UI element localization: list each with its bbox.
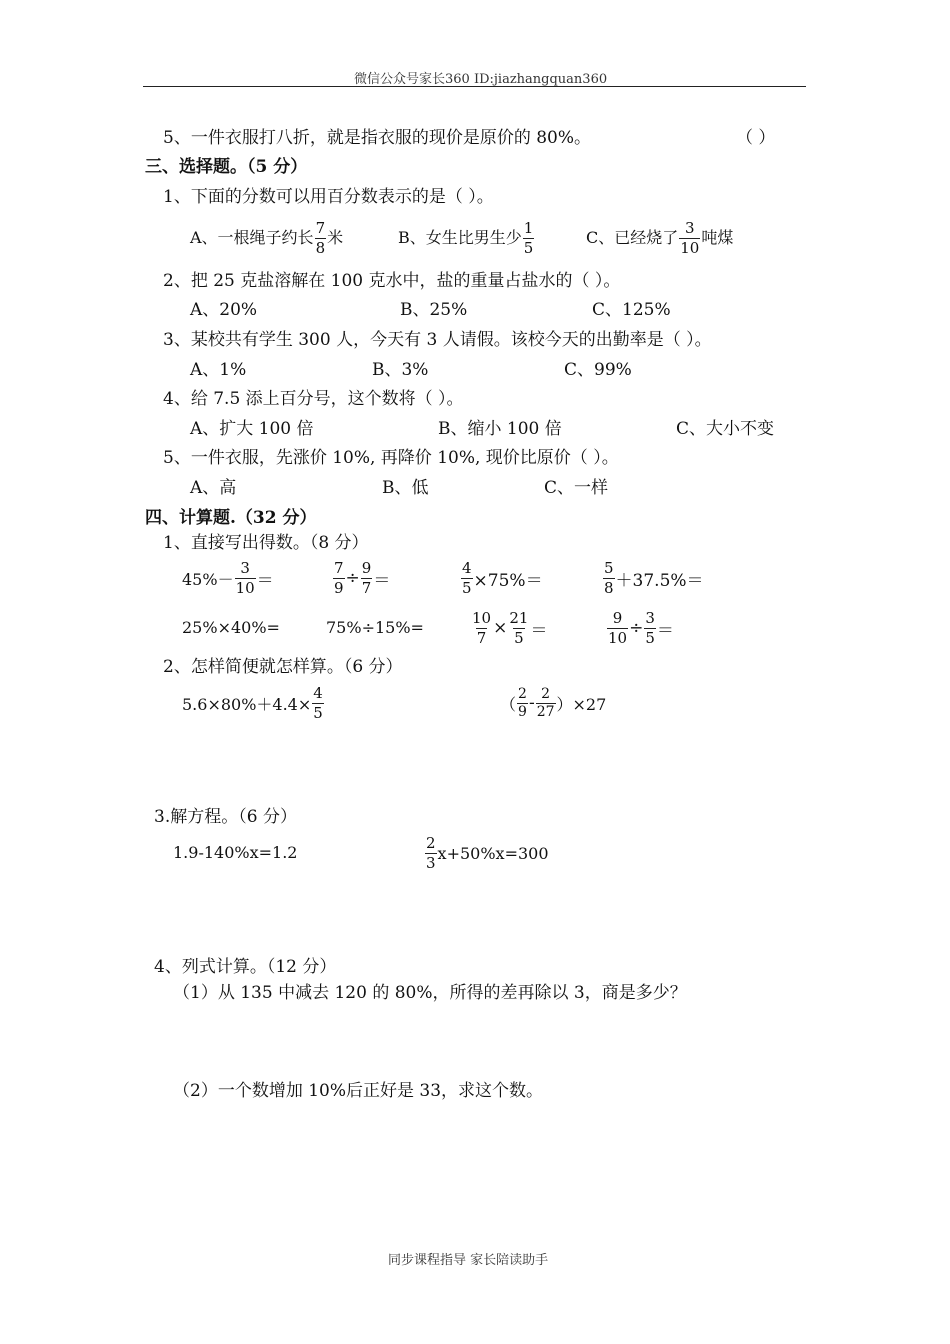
operator: ÷ xyxy=(629,618,644,638)
fraction-denominator: 7 xyxy=(361,578,372,597)
fraction-numerator: 5 xyxy=(604,558,614,577)
s3-q5-text: 5、一件衣服，先涨价 10%, 再降价 10%, 现价比原价（ ）。 xyxy=(163,448,619,468)
s3-q5-option-a: A、高 xyxy=(190,478,237,498)
expr-text: ）×27 xyxy=(556,694,607,714)
s4-p1-expr-5: 25%×40%= xyxy=(182,618,280,637)
s4-p4-question-1: （1）从 135 中减去 120 的 80%，所得的差再除以 3，商是多少？ xyxy=(173,983,687,1003)
s3-q1-option-b-fraction xyxy=(523,220,535,257)
fraction-denominator: 5 xyxy=(514,628,524,647)
fraction xyxy=(471,610,492,647)
s4-p1-expr-6: 75%÷15%= xyxy=(326,618,424,637)
s4-p3-title: 3.解方程。（6 分） xyxy=(154,807,297,827)
s3-q2-option-a: A、20% xyxy=(190,300,258,320)
fraction xyxy=(235,560,256,597)
s4-p2-title: 2、怎样简便就怎样算。（6 分） xyxy=(163,657,403,677)
expr-text: 5.6×80%＋4.4× xyxy=(182,694,312,714)
s3-q1-option-c xyxy=(586,216,733,260)
s4-p1-expr-4 xyxy=(602,556,704,600)
fraction-numerator: 3 xyxy=(645,608,655,627)
s3-q2-option-b: B、25% xyxy=(400,300,468,320)
s4-p4-question-2: （2）一个数增加 10%后正好是 33，求这个数。 xyxy=(173,1081,544,1101)
fraction-denominator: 10 xyxy=(235,578,255,597)
fraction xyxy=(461,560,473,597)
section-3-title: 三、选择题。（5 分） xyxy=(145,157,308,177)
expr-text: ×75%＝ xyxy=(473,570,543,591)
fraction-denominator: 5 xyxy=(645,628,655,647)
expr-text: ＝ xyxy=(656,620,674,641)
fraction-numerator: 3 xyxy=(240,558,250,577)
fraction xyxy=(312,685,324,722)
expr-text: x+50%x=300 xyxy=(437,843,549,863)
fraction-denominator: 9 xyxy=(334,578,344,597)
fraction-numerator: 9 xyxy=(612,608,623,627)
s3-q1-option-a-pre: A、一根绳子约长 xyxy=(190,228,314,247)
footer-text: 同步课程指导 家长陪读助手 xyxy=(388,1253,549,1268)
fraction xyxy=(517,687,528,720)
s3-q2-option-c: C、125% xyxy=(592,300,671,320)
fraction xyxy=(333,560,345,597)
fraction-denominator: 7 xyxy=(476,628,487,647)
judge-item-5: 5、一件衣服打八折，就是指衣服的现价是原价的 80%。 xyxy=(163,128,592,148)
fraction-denominator: 8 xyxy=(315,238,326,257)
fraction-numerator: 2 xyxy=(426,833,436,852)
s3-q5-option-b: B、低 xyxy=(382,478,429,498)
fraction-denominator: 10 xyxy=(608,628,628,647)
s3-q1-option-c-fraction xyxy=(679,220,700,257)
s4-p1-title: 1、直接写出得数。（8 分） xyxy=(163,533,369,553)
fraction-numerator: 1 xyxy=(523,218,534,237)
judge-item-5-bracket: （ ） xyxy=(736,128,776,148)
operator: - xyxy=(528,693,535,713)
s3-q4-text: 4、给 7.5 添上百分号，这个数将（ ）。 xyxy=(163,389,464,409)
fraction-numerator: 9 xyxy=(361,558,372,577)
fraction xyxy=(607,610,628,647)
s3-q1-text: 1、下面的分数可以用百分数表示的是（ ）。 xyxy=(163,187,494,207)
fraction-numerator: 2 xyxy=(541,685,551,702)
fraction xyxy=(361,560,373,597)
expr-text: ＝ xyxy=(256,570,274,591)
s3-q1-option-c-post: 吨煤 xyxy=(701,228,734,247)
section-4-title: 四、计算题.（32 分） xyxy=(145,508,317,528)
s4-p1-expr-8 xyxy=(606,606,674,650)
fraction-numerator: 7 xyxy=(315,218,326,237)
s4-p3-expr-1: 1.9-140%x=1.2 xyxy=(173,843,298,862)
expr-text: ＝ xyxy=(373,570,391,591)
fraction-denominator: 3 xyxy=(426,853,436,872)
operator: ÷ xyxy=(345,568,360,588)
s3-q1-option-a-fraction xyxy=(315,220,327,257)
s4-p1-expr-2 xyxy=(332,556,390,600)
fraction-denominator: 5 xyxy=(313,703,323,722)
s3-q2-text: 2、把 25 克盐溶解在 100 克水中，盐的重量占盐水的（ ）。 xyxy=(163,271,621,291)
fraction-denominator: 10 xyxy=(680,238,700,257)
fraction-numerator: 10 xyxy=(472,608,492,627)
fraction-denominator: 9 xyxy=(518,703,527,720)
s3-q4-option-a: A、扩大 100 倍 xyxy=(190,419,314,439)
expr-text: 45%－ xyxy=(182,569,234,589)
fraction xyxy=(425,835,437,872)
s3-q4-option-c: C、大小不变 xyxy=(676,419,775,439)
s3-q1-option-a xyxy=(190,216,343,260)
header-watermark: 微信公众号家长360 ID:jiazhangquan360 xyxy=(354,72,608,87)
s3-q4-option-b: B、缩小 100 倍 xyxy=(438,419,562,439)
s3-q1-option-a-post: 米 xyxy=(327,228,344,247)
fraction-numerator: 21 xyxy=(509,608,529,627)
fraction-numerator: 4 xyxy=(462,558,472,577)
s3-q3-option-a: A、1% xyxy=(190,360,247,380)
s4-p2-expr-1 xyxy=(182,681,325,725)
s4-p1-expr-3 xyxy=(460,556,543,600)
s3-q3-option-c: C、99% xyxy=(564,360,632,380)
fraction xyxy=(536,687,556,720)
s3-q3-text: 3、某校共有学生 300 人，今天有 3 人请假。该校今天的出勤率是（ ）。 xyxy=(163,330,712,350)
fraction-numerator: 7 xyxy=(334,558,344,577)
s3-q5-option-c: C、一样 xyxy=(544,478,609,498)
s4-p1-expr-1 xyxy=(182,556,274,600)
fraction-numerator: 4 xyxy=(313,683,323,702)
s4-p3-expr-2 xyxy=(424,831,549,875)
s3-q1-option-b-pre: B、女生比男生少 xyxy=(398,228,522,247)
fraction-numerator: 2 xyxy=(518,685,527,702)
fraction-denominator: 5 xyxy=(523,238,534,257)
expr-text: ＋37.5%＝ xyxy=(615,570,704,591)
fraction-numerator: 3 xyxy=(685,218,695,237)
operator: × xyxy=(493,618,508,638)
expr-text: （ xyxy=(500,694,517,714)
fraction-denominator: 8 xyxy=(604,578,614,597)
s3-q1-option-c-pre: C、已经烧了 xyxy=(586,228,679,247)
header-rule xyxy=(143,86,806,87)
s4-p4-title: 4、列式计算。（12 分） xyxy=(154,957,337,977)
fraction-denominator: 27 xyxy=(536,703,555,720)
s4-p1-expr-7 xyxy=(470,606,547,650)
fraction xyxy=(644,610,656,647)
fraction-denominator: 5 xyxy=(462,578,472,597)
expr-text: ＝ xyxy=(530,620,548,641)
s3-q1-option-b xyxy=(398,216,535,260)
fraction xyxy=(603,560,615,597)
s4-p2-expr-2 xyxy=(500,681,606,725)
s3-q3-option-b: B、3% xyxy=(372,360,429,380)
fraction xyxy=(508,610,529,647)
